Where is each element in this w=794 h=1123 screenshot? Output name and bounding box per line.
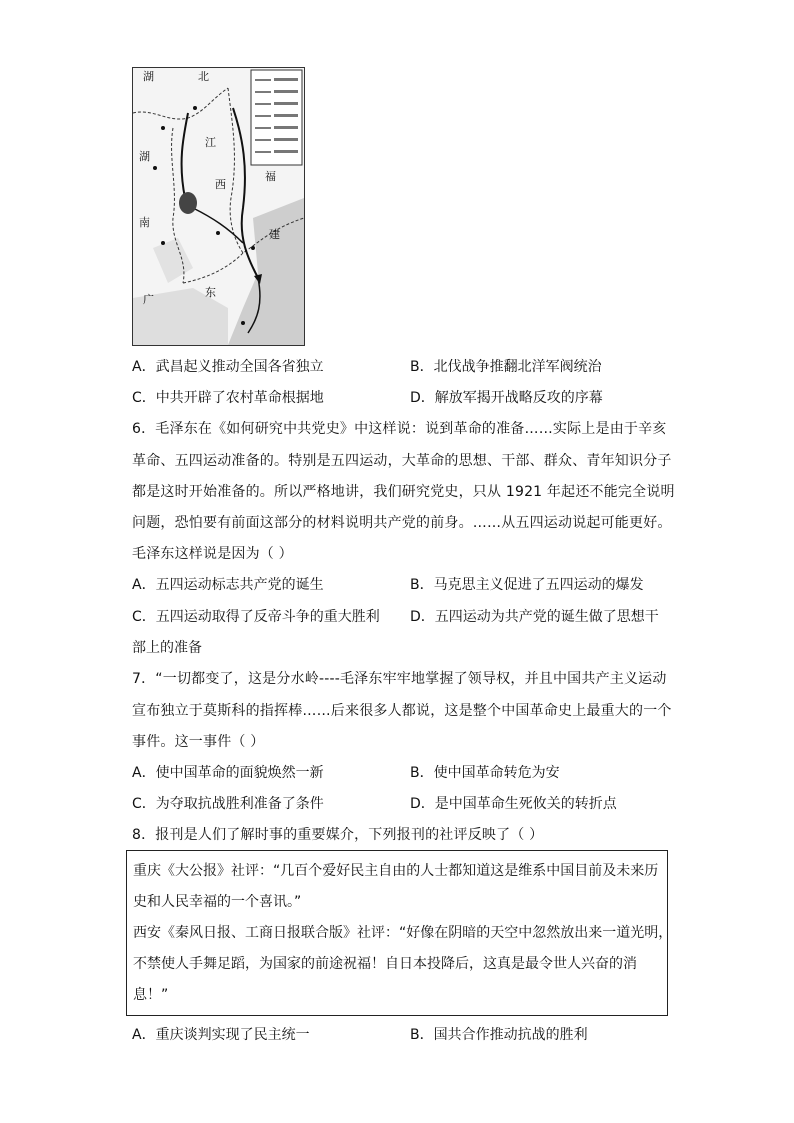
q6-stem-line: 都是这时开始准备的。所以严格地讲，我们研究党史，只从 1921 年起还不能完全说明: [132, 484, 675, 500]
map-label: 江: [205, 136, 216, 149]
map-label: 南: [139, 216, 150, 229]
quote-line: 不禁使人手舞足蹈，为国家的前途祝福！自日本投降后，这真是最令世人兴奋的消: [133, 956, 637, 972]
q8-option-a: A．重庆谈判实现了民主统一: [132, 1027, 310, 1043]
q7-option-d: D．是中国革命生死攸关的转折点: [410, 796, 617, 812]
q7-option-b: B．使中国革命转危为安: [410, 765, 560, 781]
q6-option-c: C．五四运动取得了反帝斗争的重大胜利: [132, 609, 380, 625]
map-label: 湖: [143, 70, 154, 83]
map-label: 湖: [139, 150, 150, 163]
q5-option-b: B．北伐战争推翻北洋军阀统治: [410, 359, 602, 375]
map-label: 北: [198, 70, 209, 83]
q5-option-a: A．武昌起义推动全国各省独立: [132, 359, 324, 375]
quote-line: 重庆《大公报》社评：“几百个爱好民主自由的人士都知道这是维系中国目前及未来历: [133, 863, 659, 879]
q8-stem: 8．报刊是人们了解时事的重要媒介，下列报刊的社评反映了（ ）: [132, 827, 544, 843]
q7-option-a: A．使中国革命的面貌焕然一新: [132, 765, 324, 781]
q6-option-d: D．五四运动为共产党的诞生做了思想干: [410, 609, 659, 625]
q6-option-a: A．五四运动标志共产党的诞生: [132, 577, 324, 593]
q6-stem-line: 革命、五四运动准备的。特别是五四运动，大革命的思想、干部、群众、青年知识分子: [132, 453, 672, 469]
q6-stem-line: 6．毛泽东在《如何研究中共党史》中这样说：说到革命的准备……实际上是由于辛亥: [132, 421, 667, 437]
map-label: 福: [265, 170, 276, 183]
q7-option-c: C．为夺取抗战胜利准备了条件: [132, 796, 324, 812]
quote-line: 息！”: [133, 987, 169, 1003]
quote-line: 史和人民幸福的一个喜讯。”: [133, 894, 302, 910]
q7-stem-line: 7．“一切都变了，这是分水岭----毛泽东牢牢地掌握了领导权，并且中国共产主义运动: [132, 671, 667, 687]
q6-option-d-continued: 部上的准备: [132, 640, 202, 656]
q5-option-d: D．解放军揭开战略反攻的序幕: [410, 390, 603, 406]
quote-line: 西安《秦风日报、工商日报联合版》社评：“好像在阴暗的天空中忽然放出来一道光明，: [133, 925, 673, 941]
map-label: 广: [143, 293, 154, 306]
q6-stem-line: 问题，恐怕要有前面这部分的材料说明共产党的前身。……从五四运动说起可能更好。: [132, 515, 672, 531]
map-label: 西: [215, 178, 226, 191]
q6-option-b: B．马克思主义促进了五四运动的爆发: [410, 577, 644, 593]
map-label: 东: [205, 286, 216, 299]
q6-stem-line: 毛泽东这样说是因为（ ）: [132, 546, 293, 562]
map-drawing: [133, 68, 304, 345]
q7-stem-line: 事件。这一事件（ ）: [132, 734, 265, 750]
historical-route-map: [132, 67, 305, 346]
q5-option-c: C．中共开辟了农村革命根据地: [132, 390, 324, 406]
newspaper-quote-box: [126, 850, 673, 1016]
q7-stem-line: 宣布独立于莫斯科的指挥棒……后来很多人都说，这是整个中国革命史上最重大的一个: [132, 703, 672, 719]
map-label: 建: [269, 228, 280, 241]
q8-option-b: B．国共合作推动抗战的胜利: [410, 1027, 588, 1043]
